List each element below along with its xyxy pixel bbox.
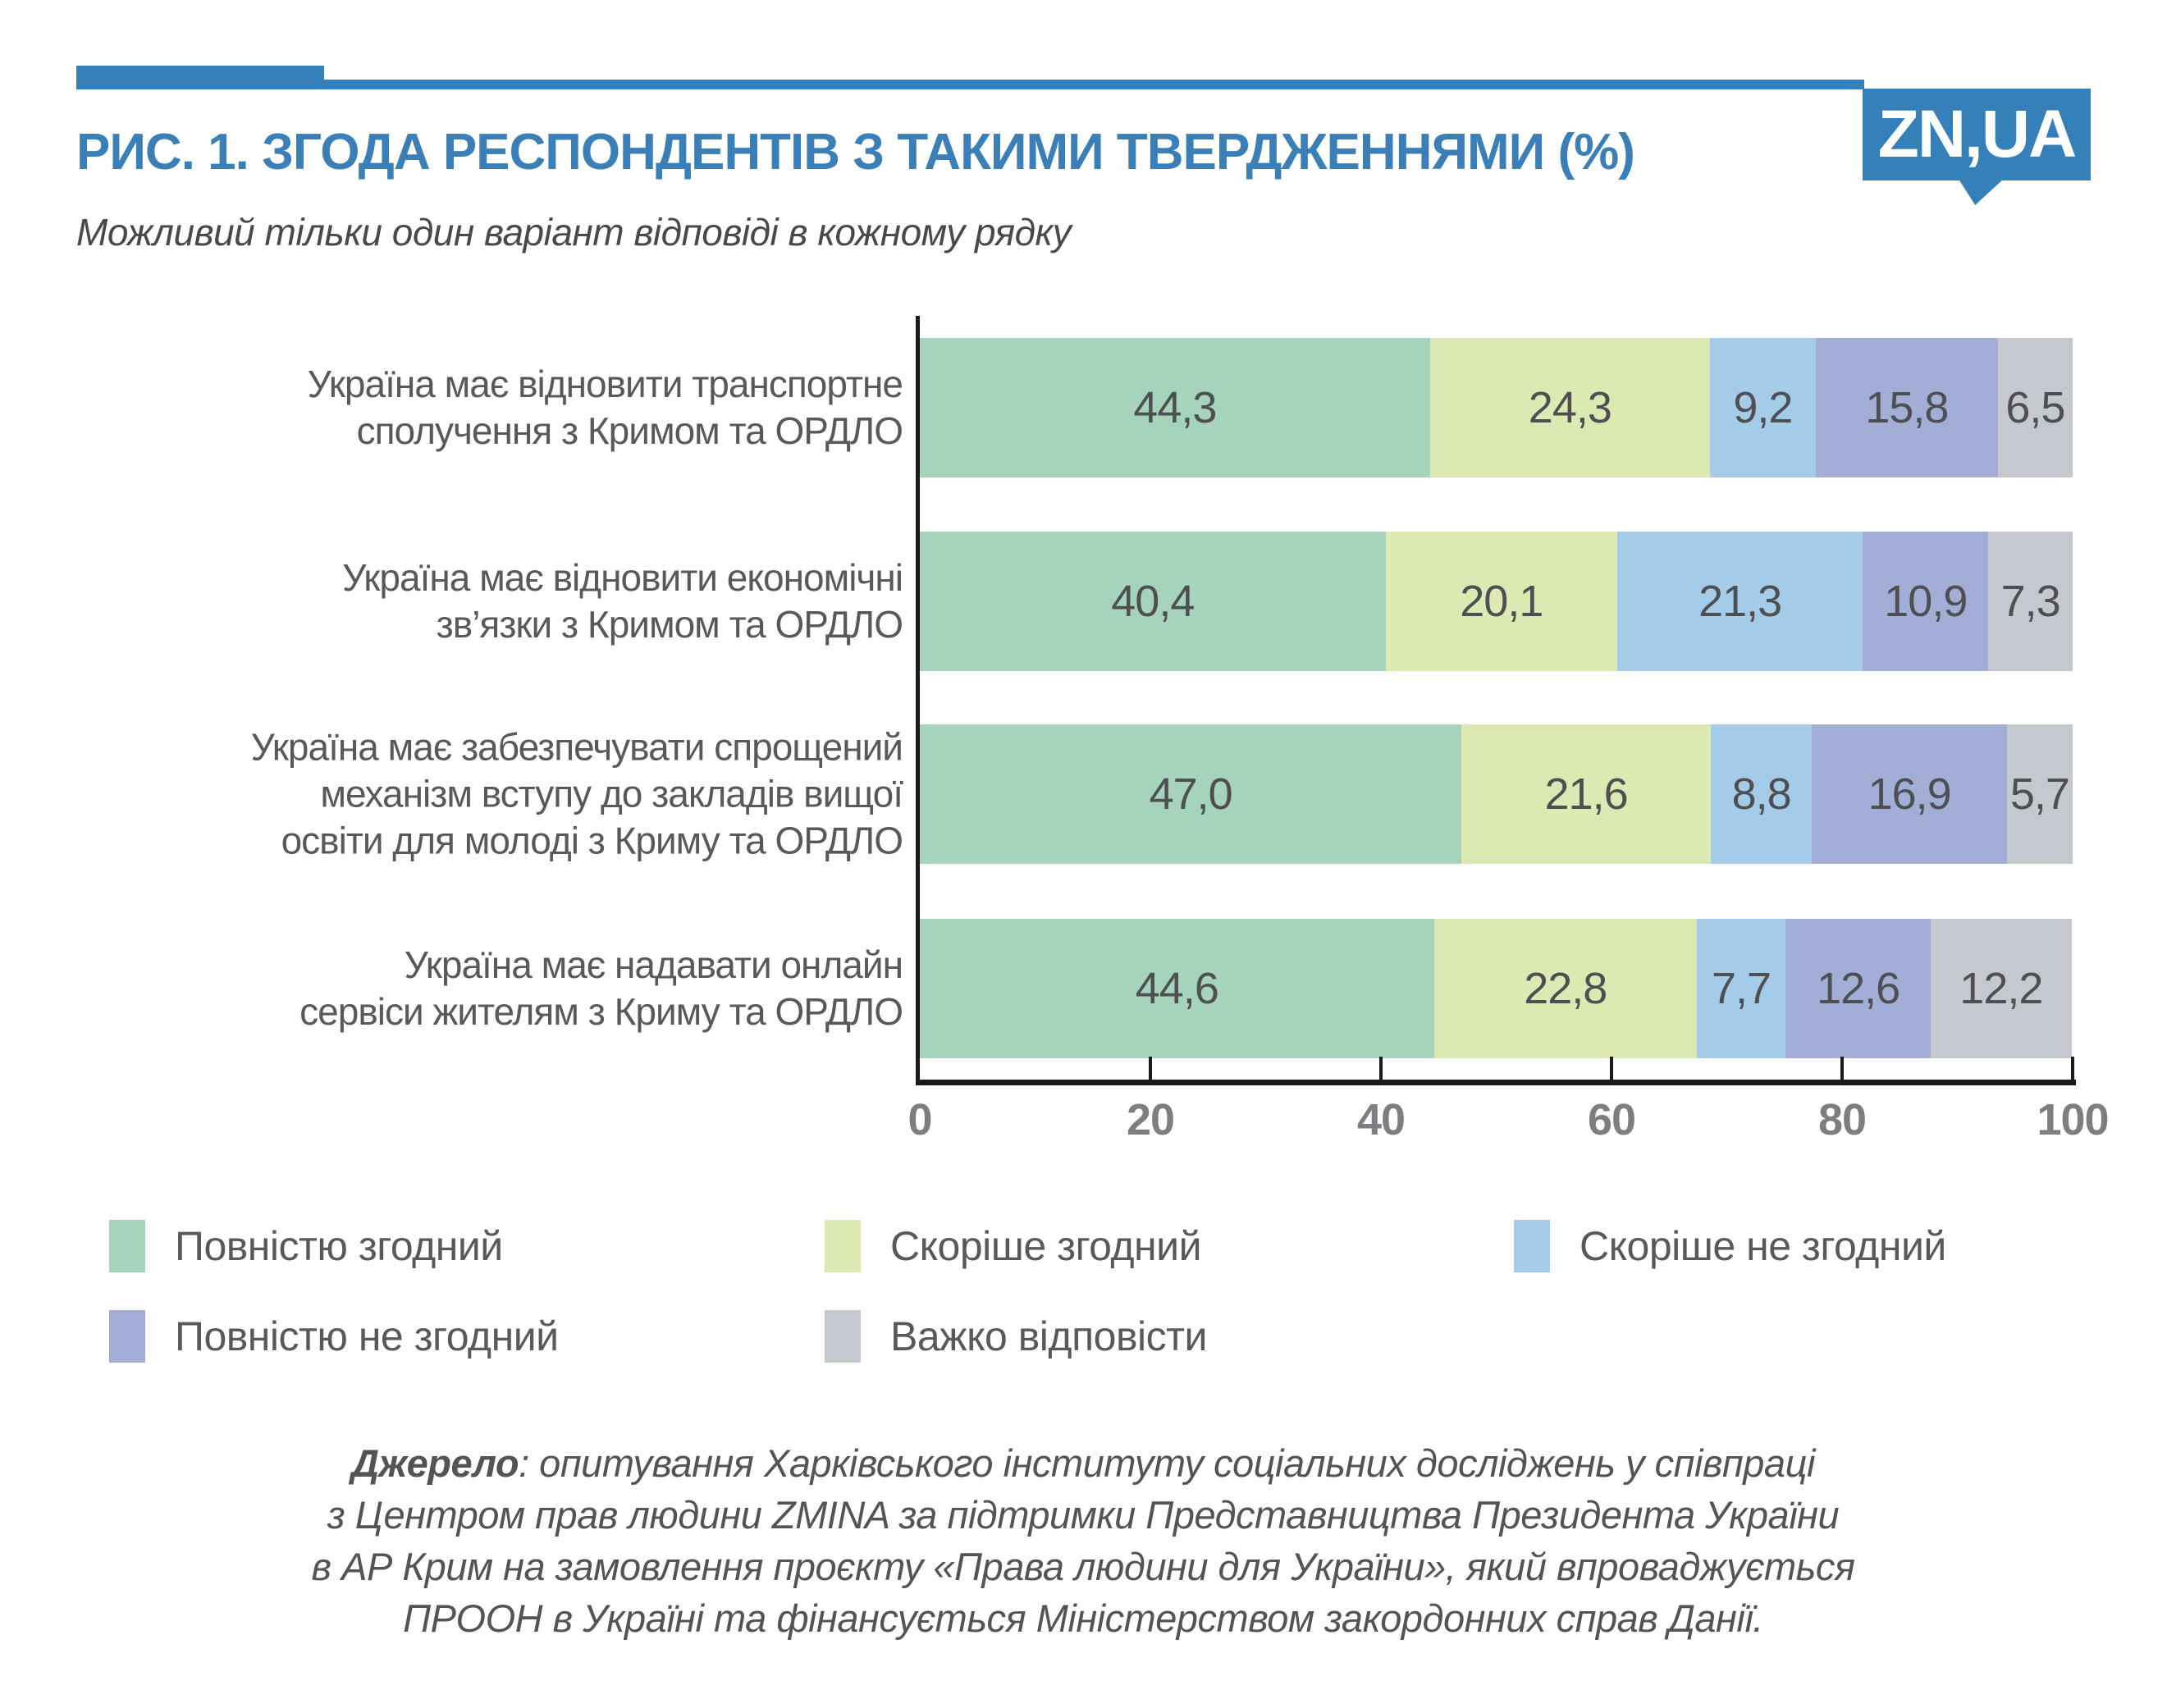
legend-swatch (109, 1220, 145, 1272)
value-label: 10,9 (1884, 577, 1968, 626)
x-axis-tick (2071, 1057, 2074, 1081)
bar-segment (1617, 532, 1863, 671)
value-label: 7,3 (2000, 577, 2060, 626)
source-line-text: : опитування Харківського інституту соціальних досліджень у співпраці (519, 1441, 1815, 1485)
bar-row (920, 919, 2073, 1058)
bar-row (920, 532, 2073, 671)
znua-logo-tail (1954, 179, 2004, 205)
x-axis-tick (1610, 1057, 1613, 1081)
header-accent-line (76, 80, 1864, 89)
legend-label: Повністю не згодний (175, 1313, 559, 1359)
category-label: Україна має відновити економічні зв’язки з Кримом та ОРДЛО (342, 556, 903, 646)
x-axis-tick (1840, 1057, 1844, 1081)
source-line: з Центром прав людини ZMINA за підтримки Представництва Президента України (327, 1493, 1840, 1537)
bar-segment (920, 532, 1386, 671)
value-label: 24,3 (1528, 383, 1612, 432)
x-axis-line (916, 1080, 2076, 1085)
legend-swatch (1514, 1220, 1550, 1272)
legend-swatch (825, 1220, 861, 1272)
bar-segment (1697, 919, 1785, 1058)
x-axis-tick-label: 100 (2037, 1095, 2109, 1144)
value-label: 7,7 (1712, 964, 1772, 1013)
x-axis-tick-label: 80 (1817, 1095, 1867, 1144)
bar-segment (1863, 532, 1988, 671)
legend-item (1514, 1220, 1946, 1272)
source-label: Джерело (351, 1441, 519, 1485)
value-label: 44,6 (1135, 964, 1218, 1013)
bar-segment (1816, 338, 1998, 477)
bar-segment (2007, 724, 2073, 864)
value-label: 12,2 (1959, 964, 2043, 1013)
value-label: 21,3 (1698, 577, 1782, 626)
bar-segment (920, 338, 1430, 477)
bar-segment (1931, 919, 2071, 1058)
x-axis-tick-label: 40 (1356, 1095, 1406, 1144)
bar-segment (1386, 532, 1617, 671)
value-label: 5,7 (2009, 770, 2069, 819)
value-label: 16,9 (1868, 770, 1951, 819)
category-label: Україна має надавати онлайн сервіси жителям з Криму та ОРДЛО (299, 943, 903, 1033)
bar-row (920, 338, 2073, 477)
legend-label: Повністю згодний (175, 1223, 503, 1269)
value-label: 44,3 (1133, 383, 1217, 432)
header-accent-block (76, 66, 324, 89)
legend-item (825, 1220, 1201, 1272)
x-axis-tick-label: 0 (907, 1095, 932, 1144)
bar-segment (1461, 724, 1710, 864)
legend-swatch (109, 1310, 145, 1363)
value-label: 40,4 (1111, 577, 1195, 626)
bar-segment (920, 919, 1434, 1058)
legend-label: Важко відповісти (890, 1313, 1207, 1359)
value-label: 21,6 (1544, 770, 1628, 819)
legend-label: Скоріше згодний (890, 1223, 1201, 1269)
bar-segment (1998, 338, 2073, 477)
value-label: 9,2 (1733, 383, 1793, 432)
legend-item (825, 1310, 1207, 1363)
legend-item (109, 1220, 503, 1272)
znua-logo (1863, 89, 2091, 180)
value-label: 47,0 (1149, 770, 1232, 819)
x-axis-tick-label: 20 (1126, 1095, 1175, 1144)
chart-title: РИС. 1. ЗГОДА РЕСПОНДЕНТІВ З ТАКИМИ ТВЕРДЖЕННЯМИ (%) (76, 124, 1634, 180)
source-line: ПРООН в Україні та фінансується Міністерством закордонних справ Данії. (403, 1596, 1763, 1640)
x-axis-tick (1149, 1057, 1152, 1081)
bar-segment (1988, 532, 2073, 671)
legend-swatch (825, 1310, 861, 1363)
bar-segment (1785, 919, 1931, 1058)
source-line: в АР Крим на замовлення проєкту «Права людини для України», який впроваджується (311, 1545, 1855, 1588)
source-note (98, 1437, 2068, 1644)
bar-segment (1434, 919, 1697, 1058)
znua-logo-text: ZN,UA (1877, 97, 2076, 171)
chart-subtitle: Можливий тільки один варіант відповіді в кожному рядку (76, 211, 1072, 253)
category-label: Україна має відновити транспортне сполучення з Кримом та ОРДЛО (307, 363, 903, 452)
bar-segment (920, 724, 1461, 864)
value-label: 6,5 (2005, 383, 2065, 432)
value-label: 22,8 (1524, 964, 1607, 1013)
value-label: 8,8 (1731, 770, 1791, 819)
legend-item (109, 1310, 559, 1363)
x-axis-tick-label: 60 (1587, 1095, 1636, 1144)
y-axis-line (916, 316, 920, 1085)
x-axis-tick (1379, 1057, 1383, 1081)
legend-label: Скоріше не згодний (1580, 1223, 1946, 1269)
bar-row (920, 724, 2073, 864)
value-label: 15,8 (1865, 383, 1949, 432)
bar-segment (1812, 724, 2006, 864)
value-label: 20,1 (1460, 577, 1543, 626)
bar-segment (1711, 724, 1813, 864)
category-label: Україна має забезпечувати спрощений механізм вступу до закладів вищої освіти для молоді з Криму та ОРДЛО (250, 725, 903, 862)
source-line (98, 1437, 2068, 1489)
bar-segment (1710, 338, 1816, 477)
value-label: 12,6 (1817, 964, 1900, 1013)
bar-segment (1430, 338, 1710, 477)
